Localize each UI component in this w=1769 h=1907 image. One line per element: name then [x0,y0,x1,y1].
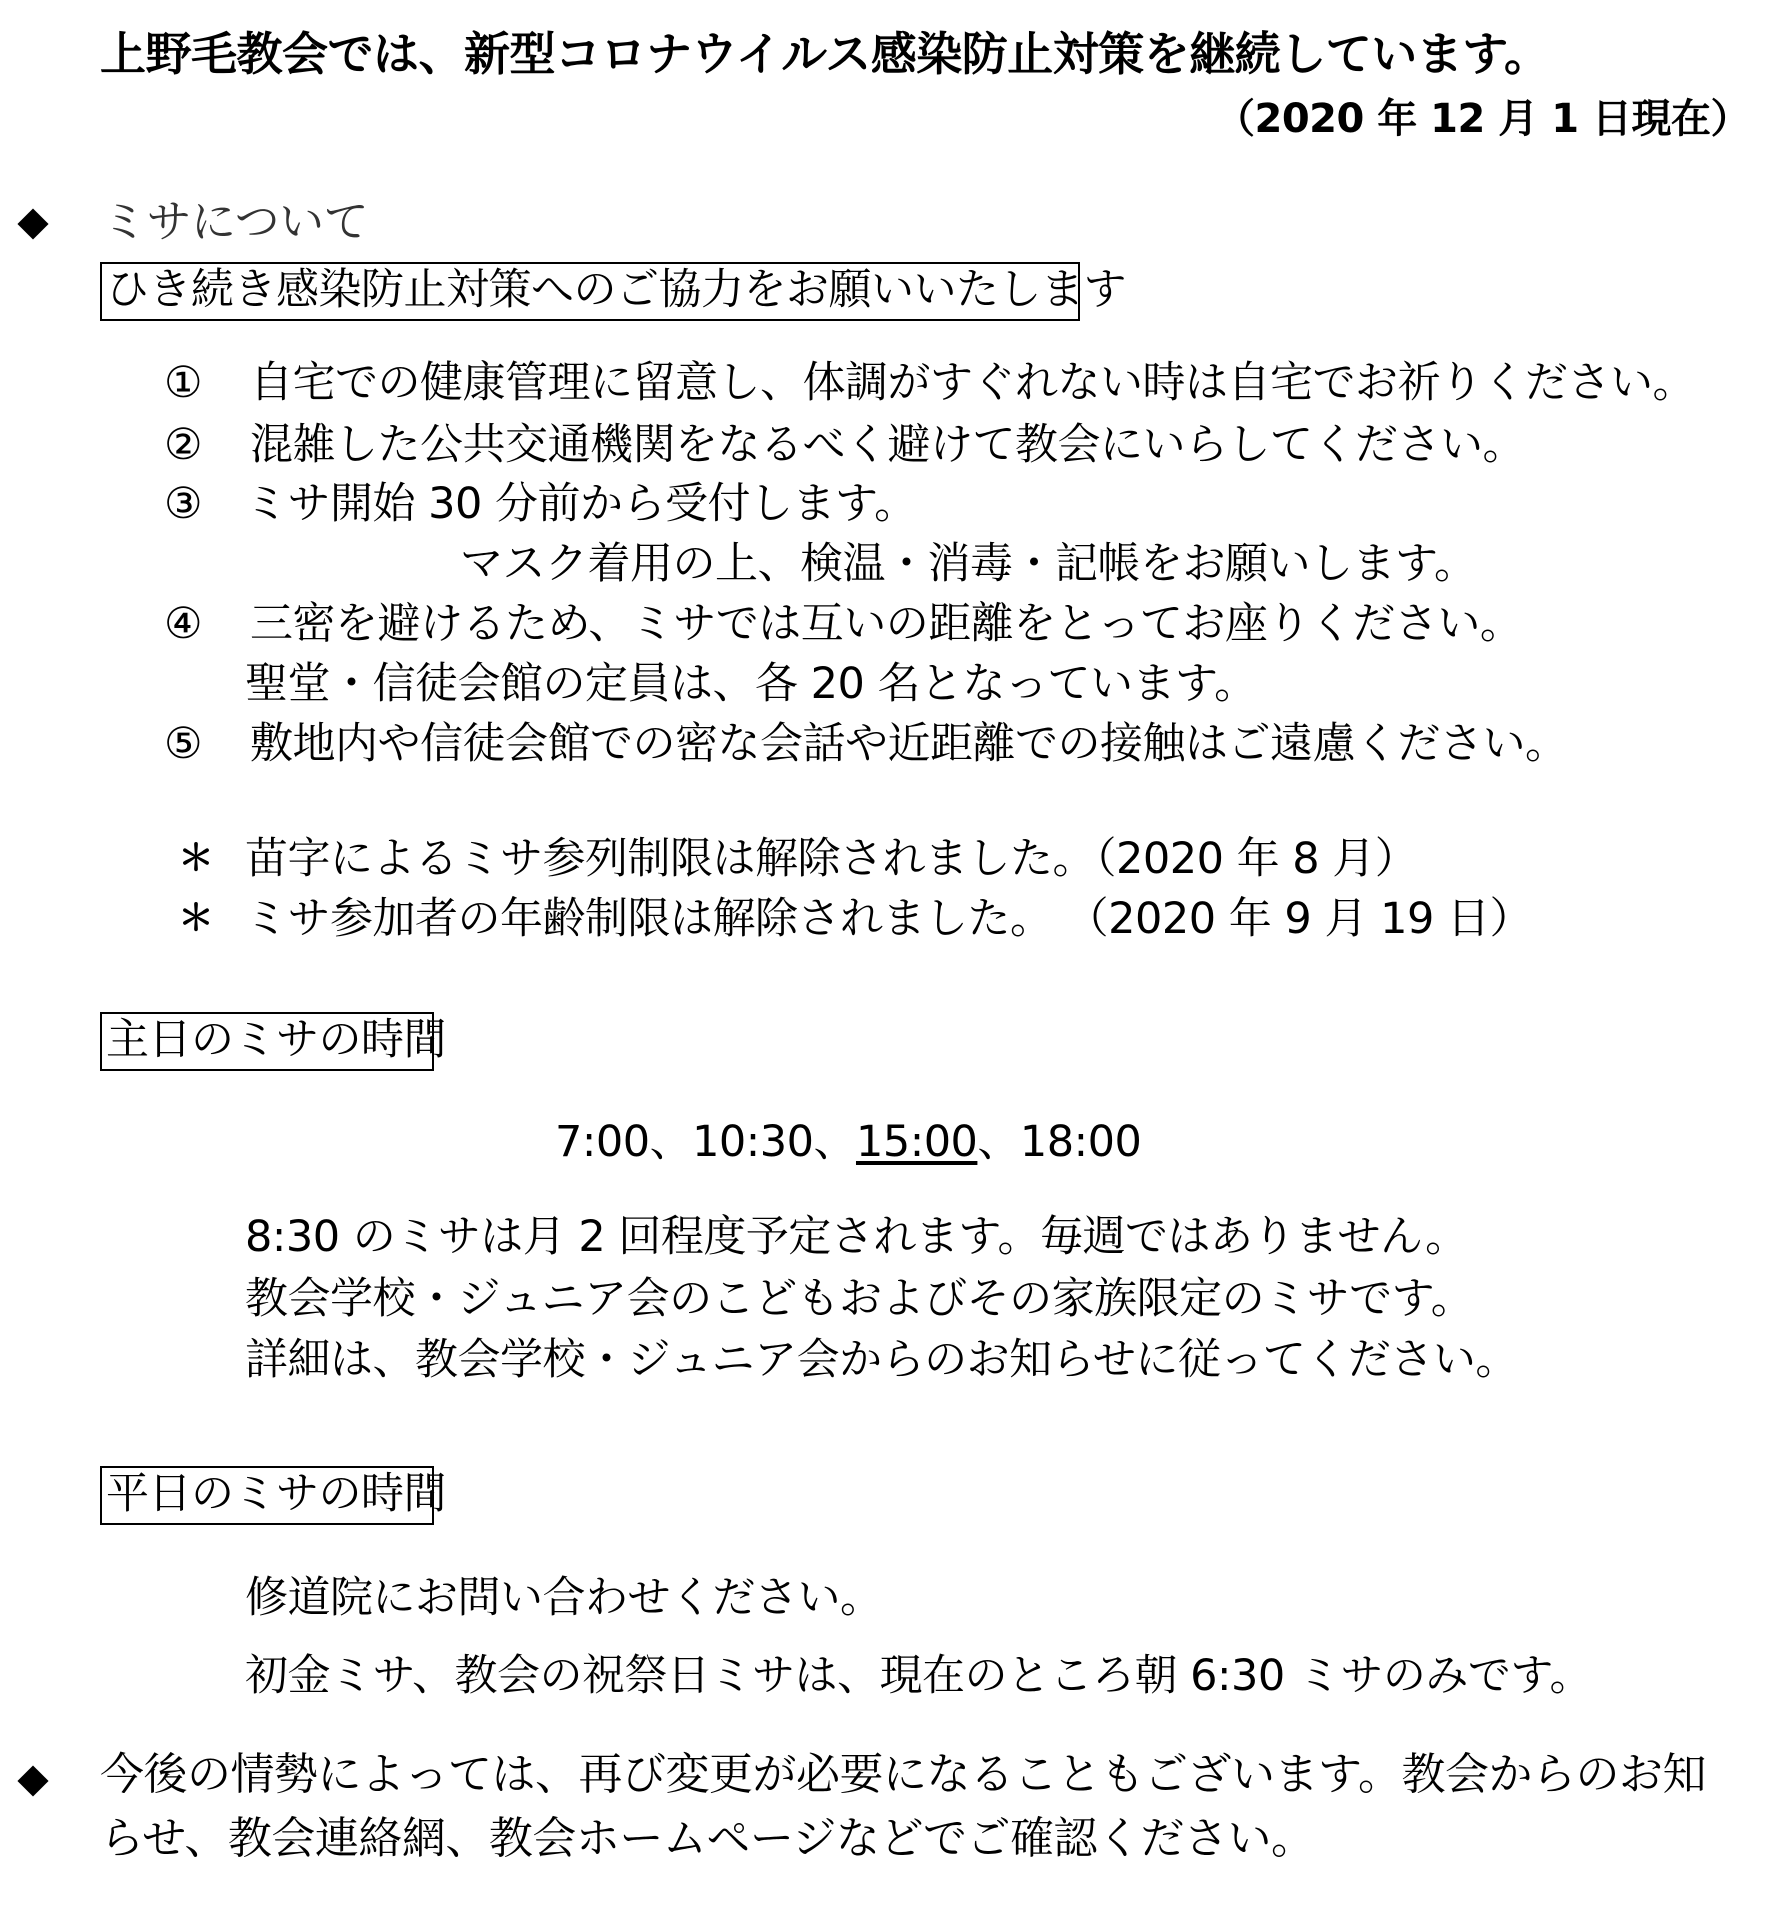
note-text: ミサ参加者の年齢制限は解除されました。 （2020 年 9 月 19 日） [245,894,1533,944]
sunday-note-line: 詳細は、教会学校・ジュニア会からのお知らせに従ってください。 [245,1335,1518,1385]
item-text: 三密を避けるため、ミサでは互いの距離をとってお座りください。 [250,599,1523,649]
footer-line: 今後の情勢によっては、再び変更が必要になることもございます。教会からのお知 [100,1749,1706,1800]
item-marker: ⑤ [164,719,203,769]
item-subtext: マスク着用の上、検温・消毒・記帳をお願いします。 [460,539,1477,589]
boxed-label-weekday-mass: 平日のミサの時間 [100,1466,434,1525]
item-subtext: 聖堂・信徒会館の定員は、各 20 名となっています。 [245,659,1257,709]
separator: 、 [977,1117,1020,1167]
mass-time: 10:30 [692,1117,814,1167]
section-heading-mass: ミサについて [102,195,369,248]
separator: 、 [649,1117,693,1167]
item-text: 敷地内や信徒会館での密な会話や近距離での接触はご遠慮ください。 [250,719,1568,769]
sunday-note-line: 教会学校・ジュニア会のこどもおよびその家族限定のミサです。 [245,1274,1474,1324]
note-marker: ＊ [178,838,215,879]
separator: 、 [813,1117,856,1167]
item-marker: ④ [164,599,203,649]
item-marker: ③ [164,479,203,529]
page-title: 上野毛教会では、新型コロナウイルス感染防止対策を継続しています。 [100,27,1550,81]
boxed-label-sunday-mass: 主日のミサの時間 [100,1012,434,1071]
sunday-note-line: 8:30 のミサは月 2 回程度予定されます。毎週ではありません。 [245,1212,1468,1262]
weekday-note-line: 初金ミサ、教会の祝祭日ミサは、現在のところ朝 6:30 ミサのみです。 [245,1651,1592,1701]
diamond-bullet-icon [17,208,48,239]
note-text: 苗字によるミサ参列制限は解除されました。（2020 年 8 月） [245,834,1418,884]
note-marker: ＊ [178,898,215,939]
item-text: ミサ開始 30 分前から受付します。 [245,479,917,529]
item-marker: ② [164,420,203,470]
mass-time: 7:00 [555,1117,650,1167]
item-text: 自宅での健康管理に留意し、体調がすぐれない時は自宅でお祈りください。 [250,358,1695,408]
boxed-label-cooperation: ひき続き感染防止対策へのご協力をお願いいたします [100,262,1080,321]
item-text: 混雑した公共交通機関をなるべく避けて教会にいらしてください。 [250,420,1525,470]
weekday-note-line: 修道院にお問い合わせください。 [245,1573,883,1623]
mass-time: 18:00 [1019,1117,1142,1167]
item-marker: ① [164,358,203,408]
mass-time-underlined: 15:00 [855,1117,978,1167]
diamond-bullet-icon [17,1765,48,1796]
as-of-date: （2020 年 12 月 1 日現在） [1215,96,1750,142]
sunday-mass-times [555,1118,1141,1167]
footer-line: らせ、教会連絡網、教会ホームページなどでご確認ください。 [100,1813,1315,1864]
